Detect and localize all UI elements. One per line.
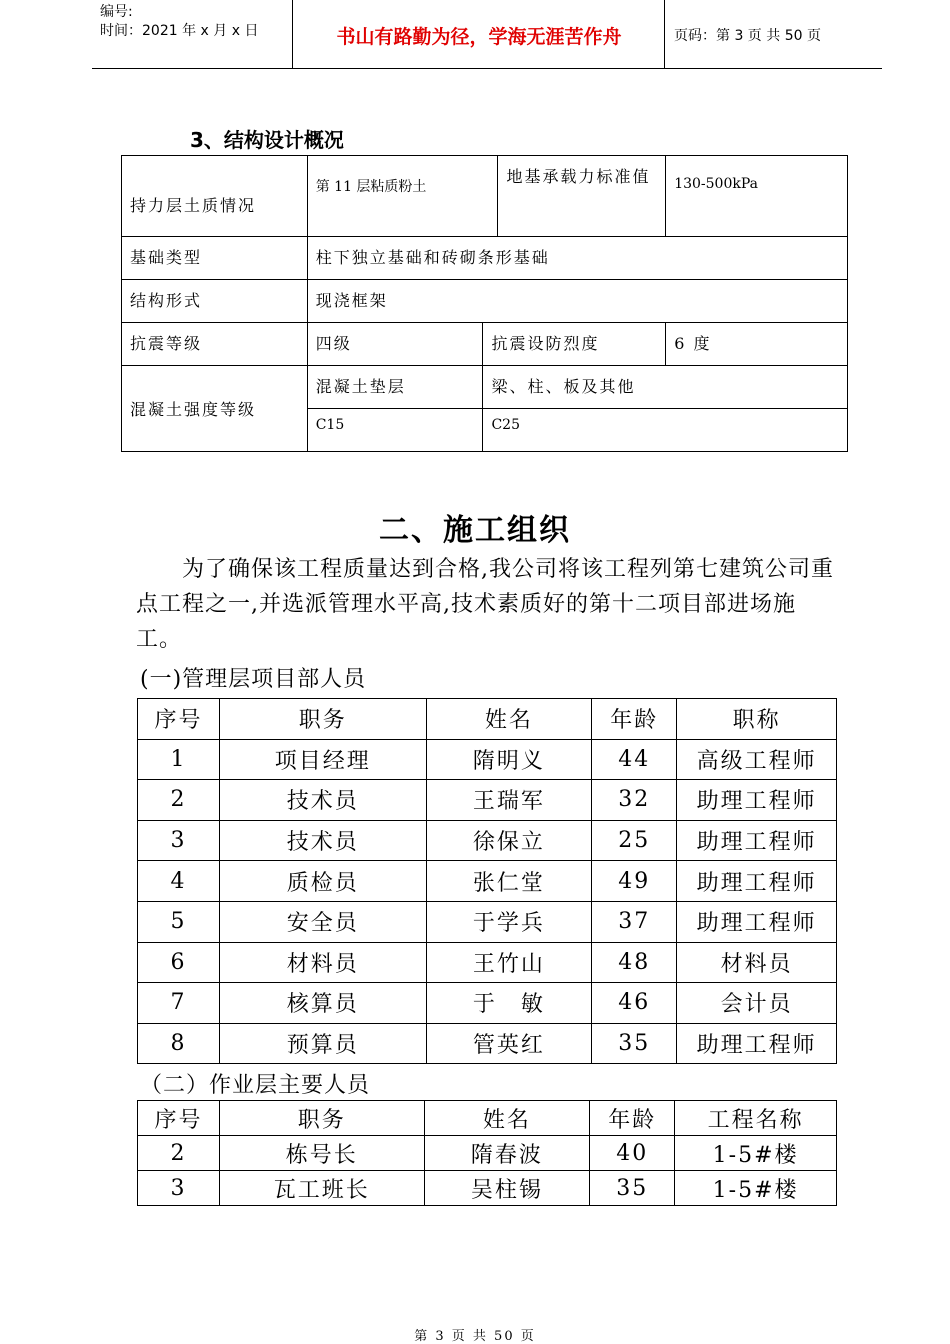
header-cell: 年龄 — [592, 699, 677, 740]
header-cell: 姓名 — [424, 1101, 590, 1136]
cell: 柱下独立基础和砖砌条形基础 — [307, 237, 847, 280]
table-cell: 核算员 — [219, 983, 426, 1024]
table-cell: 栋号长 — [219, 1136, 424, 1171]
table-row — [138, 901, 837, 942]
cell: 130-500kPa — [666, 156, 848, 237]
table-cell: 会计员 — [677, 983, 837, 1024]
table-cell: 3 — [138, 1171, 220, 1206]
cell: 抗震等级 — [122, 323, 308, 366]
table-cell: 助理工程师 — [677, 901, 837, 942]
table-row — [138, 780, 837, 821]
table-cell: 46 — [592, 983, 677, 1024]
table-row — [138, 1171, 837, 1206]
table-row — [138, 861, 837, 902]
table-cell: 于学兵 — [426, 901, 592, 942]
cell: 6 度 — [666, 323, 848, 366]
chapter-title: 二、施工组织 — [379, 513, 571, 548]
date-label: 时间：2021 年 x 月 x 日 — [100, 23, 259, 39]
table-cell: 管英红 — [426, 1023, 592, 1064]
table-cell: 25 — [592, 820, 677, 861]
table-row — [138, 942, 837, 983]
header-motto: 书山有路勤为径，学海无涯苦作舟 — [336, 26, 622, 48]
header-cell: 职务 — [219, 1101, 424, 1136]
table-row — [138, 1136, 837, 1171]
cell: 基础类型 — [122, 237, 308, 280]
table-cell: 王瑞军 — [426, 780, 592, 821]
table-cell: 助理工程师 — [677, 820, 837, 861]
cell: 结构形式 — [122, 280, 308, 323]
cell: 第 11 层粘质粉土 — [307, 156, 498, 237]
header-divider — [292, 0, 293, 68]
cell: 地基承载力标准值 — [498, 156, 666, 237]
table-cell: 37 — [592, 901, 677, 942]
header-cell: 姓名 — [426, 699, 592, 740]
header-cell: 序号 — [138, 1101, 220, 1136]
paragraph-text: 为了确保该工程质量达到合格,我公司将该工程列第七建筑公司重点工程之一,并选派管理水平高,技术素质好的第十二项目部进场施工。 — [136, 557, 834, 652]
table-cell: 质检员 — [219, 861, 426, 902]
table-row — [138, 1023, 837, 1064]
structure-table — [121, 155, 848, 452]
cell: 四级 — [307, 323, 483, 366]
header-cell: 职务 — [219, 699, 426, 740]
table-cell: 隋春波 — [424, 1136, 590, 1171]
header-cell: 职称 — [677, 699, 837, 740]
table-row — [138, 739, 837, 780]
table-cell: 1 — [138, 739, 220, 780]
table-cell: 于 敏 — [426, 983, 592, 1024]
table-cell: 35 — [590, 1171, 675, 1206]
table-cell: 8 — [138, 1023, 220, 1064]
table-row — [138, 820, 837, 861]
table-cell: 48 — [592, 942, 677, 983]
section-heading: 3、结构设计概况 — [190, 128, 344, 152]
cell: 混凝土强度等级 — [122, 366, 308, 452]
table-cell: 隋明义 — [426, 739, 592, 780]
cell: 混凝土垫层 — [307, 366, 483, 409]
table-cell: 助理工程师 — [677, 1023, 837, 1064]
table-cell: 张仁堂 — [426, 861, 592, 902]
header-cell: 工程名称 — [675, 1101, 837, 1136]
table-cell: 40 — [590, 1136, 675, 1171]
table-cell: 预算员 — [219, 1023, 426, 1064]
page-header — [92, 0, 882, 69]
page-footer: 第 3 页 共 50 页 — [414, 1329, 536, 1344]
cell: 持力层土质情况 — [122, 156, 308, 237]
operations-heading: （二）作业层主要人员 — [140, 1073, 371, 1098]
table-cell: 1-5#楼 — [675, 1136, 837, 1171]
table-cell: 2 — [138, 780, 220, 821]
table-cell: 王竹山 — [426, 942, 592, 983]
table-cell: 吴柱锡 — [424, 1171, 590, 1206]
table-row — [138, 983, 837, 1024]
header-meta — [100, 3, 258, 41]
table-cell: 材料员 — [219, 942, 426, 983]
table-cell: 44 — [592, 739, 677, 780]
header-cell: 年龄 — [590, 1101, 675, 1136]
table-cell: 技术员 — [219, 780, 426, 821]
cell: 抗震设防烈度 — [483, 323, 666, 366]
table-cell: 4 — [138, 861, 220, 902]
table-cell: 技术员 — [219, 820, 426, 861]
table-cell: 安全员 — [219, 901, 426, 942]
operations-table — [137, 1100, 837, 1206]
table-cell: 6 — [138, 942, 220, 983]
header-page-label: 页码：第 3 页 共 50 页 — [674, 28, 821, 44]
table-cell: 5 — [138, 901, 220, 942]
table-cell: 高级工程师 — [677, 739, 837, 780]
header-divider — [664, 0, 665, 68]
table-cell: 2 — [138, 1136, 220, 1171]
cell: 现浇框架 — [307, 280, 847, 323]
table-cell: 7 — [138, 983, 220, 1024]
table-cell: 32 — [592, 780, 677, 821]
header-cell: 序号 — [138, 699, 220, 740]
table-header-row — [138, 699, 837, 740]
cell: C25 — [483, 409, 848, 452]
table-cell: 1-5#楼 — [675, 1171, 837, 1206]
table-cell: 35 — [592, 1023, 677, 1064]
table-cell: 助理工程师 — [677, 861, 837, 902]
table-cell: 项目经理 — [219, 739, 426, 780]
table-cell: 3 — [138, 820, 220, 861]
management-heading: (一)管理层项目部人员 — [140, 667, 367, 692]
table-cell: 助理工程师 — [677, 780, 837, 821]
table-header-row — [138, 1101, 837, 1136]
cell: 梁、柱、板及其他 — [483, 366, 848, 409]
number-label: 编号: — [100, 4, 133, 20]
table-cell: 49 — [592, 861, 677, 902]
table-cell: 材料员 — [677, 942, 837, 983]
table-cell: 徐保立 — [426, 820, 592, 861]
management-table — [137, 698, 837, 1064]
table-cell: 瓦工班长 — [219, 1171, 424, 1206]
cell: C15 — [307, 409, 483, 452]
intro-paragraph — [136, 552, 836, 657]
